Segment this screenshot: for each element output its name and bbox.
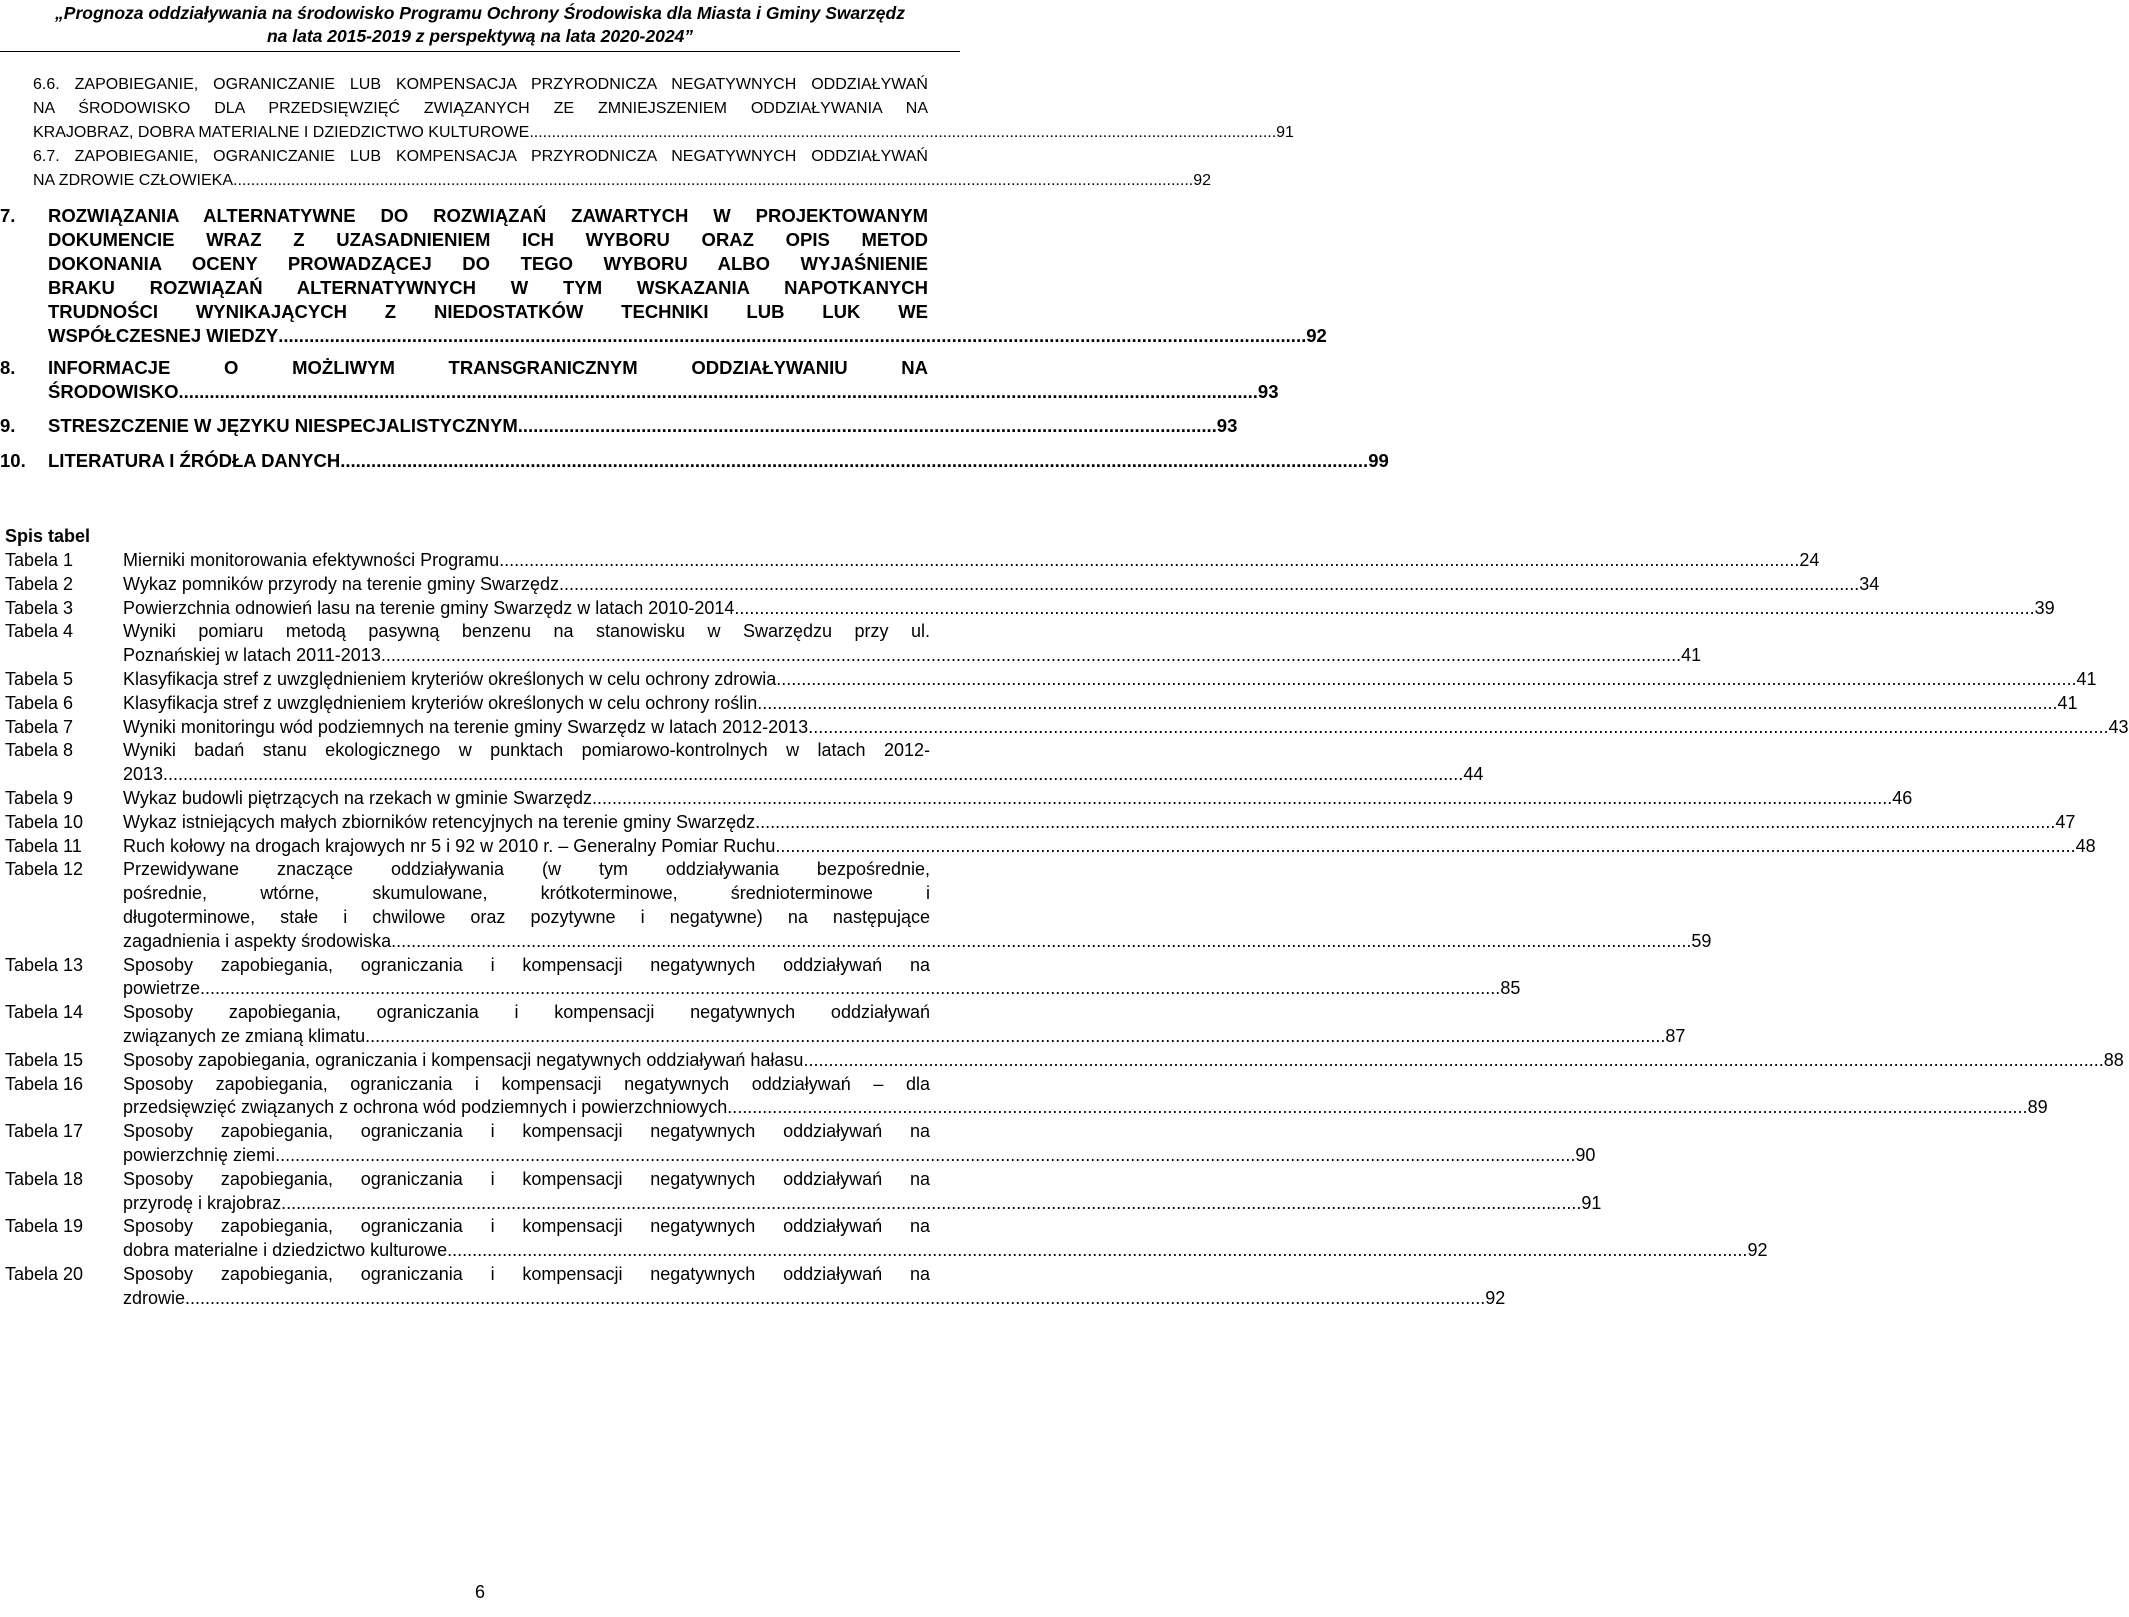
caption-line: przyrodę i krajobraz: [123, 1192, 282, 1213]
table-label: Tabela 14: [5, 1002, 84, 1023]
table-list-item[interactable]: [5, 1049, 2124, 1073]
leader-dots: ....................................................................................................................................................................................................................................................................: [755, 811, 2056, 832]
table-label: Tabela 12: [5, 859, 84, 880]
table-label: Tabela 18: [5, 1168, 84, 1189]
table-label: Tabela 3: [5, 597, 74, 618]
table-caption: [123, 811, 2076, 835]
caption-line: Klasyfikacja stref z uwzględnieniem kryteriów określonych w celu ochrony roślin: [123, 692, 758, 713]
leader-dots: ....................................................................................................................................................................................................................................................................: [727, 1097, 2028, 1118]
table-page: 88: [2103, 1049, 2124, 1070]
table-page: 90: [1575, 1144, 1596, 1165]
toc-number: 8.: [0, 357, 16, 378]
table-caption: [123, 739, 1484, 787]
toc-entry-10[interactable]: [0, 449, 1389, 473]
running-header: [0, 2, 960, 48]
toc-line: TRUDNOŚCI WYNIKAJĄCYCH Z NIEDOSTATKÓW TECHNIKI LUB LUK WE: [48, 301, 928, 322]
caption-line: Sposoby zapobiegania, ograniczania i kompensacji negatywnych oddziaływań na: [123, 1263, 930, 1284]
table-list-item[interactable]: [5, 597, 2055, 621]
toc-line: BRAKU ROZWIĄZAŃ ALTERNATYWNYCH W TYM WSKAZANIA NAPOTKANYCH: [48, 277, 928, 298]
table-list-item[interactable]: [5, 1263, 1506, 1311]
caption-line: dobra materialne i dziedzictwo kulturowe: [123, 1240, 448, 1261]
toc-number: 10.: [0, 450, 26, 471]
caption-line: Sposoby zapobiegania, ograniczania i kompensacji negatywnych oddziaływań hałasu: [123, 1049, 804, 1070]
table-label: Tabela 11: [5, 835, 82, 856]
leader-dots: ........................................................................................................................................................................: [529, 124, 1277, 141]
caption-line: Wyniki pomiaru metodą pasywną benzenu na stanowisku w Swarzędzu przy ul.: [123, 621, 930, 642]
toc-page: 99: [1368, 450, 1389, 471]
table-page: 44: [1463, 764, 1484, 785]
toc-line: KRAJOBRAZ, DOBRA MATERIALNE I DZIEDZICTWO KULTUROWE: [33, 124, 530, 141]
toc-line: LITERATURA I ŹRÓDŁA DANYCH: [48, 450, 341, 471]
toc-line: NA ŚRODOWISKO DLA PRZEDSIĘWZIĘĆ ZWIĄZANYCH ZE ZMNIEJSZENIEM ODDZIAŁYWANIA NA: [33, 100, 928, 117]
caption-line: przedsięwzięć związanych z ochrona wód podziemnych i powierzchniowych: [123, 1097, 728, 1118]
page-number: 6: [474, 1582, 485, 1602]
table-page: 24: [1799, 550, 1820, 570]
table-label: Tabela 19: [5, 1216, 84, 1237]
caption-line: Sposoby zapobiegania, ograniczania i kompensacji negatywnych oddziaływań – dla: [123, 1073, 930, 1094]
toc-page: 93: [1257, 381, 1279, 402]
table-caption: [123, 692, 2078, 716]
table-caption: [123, 1168, 1602, 1216]
leader-dots: ....................................................................................................................................................................................................................................................................: [803, 1049, 2104, 1070]
table-list-item[interactable]: [5, 668, 2097, 692]
toc-line: NA ZDROWIE CZŁOWIEKA: [33, 172, 234, 189]
leader-dots: ....................................................................................................................................................................................................................................................................: [499, 550, 1800, 570]
leader-dots: ....................................................................................................................................................................................................................................................................: [808, 716, 2109, 737]
caption-line: zdrowie: [123, 1287, 186, 1308]
table-list-item[interactable]: [5, 573, 1880, 597]
leader-dots: ....................................................................................................................................................................................................................................................................: [775, 835, 2076, 856]
caption-line: Wyniki badań stanu ekologicznego w punktach pomiarowo-kontrolnych w latach 2012-: [123, 740, 930, 761]
caption-line: Klasyfikacja stref z uwzględnieniem kryteriów określonych w celu ochrony zdrowia: [123, 668, 777, 689]
toc-number: 9.: [0, 415, 16, 436]
table-list-item[interactable]: [5, 739, 1484, 787]
toc-line: DOKONANIA OCENY PROWADZĄCEJ DO TEGO WYBORU ALBO WYJAŚNIENIE: [48, 253, 928, 274]
table-label: Tabela 2: [5, 573, 74, 594]
caption-line: Przewidywane znaczące oddziaływania (w tym oddziaływania bezpośrednie,: [123, 859, 930, 880]
table-list-item[interactable]: [5, 692, 2078, 716]
caption-line: długoterminowe, stałe i chwilowe oraz pozytywne i negatywne) na następujące: [123, 906, 930, 927]
table-caption: [123, 597, 2055, 621]
leader-dots: ....................................................................................................................................................................................................................................................................: [447, 1240, 1748, 1261]
header-rule: [0, 51, 960, 52]
leader-dots: ..................................................................................................................................................................................................................: [178, 381, 1258, 402]
table-label: Tabela 16: [5, 1073, 84, 1094]
toc-line: INFORMACJE O MOŻLIWYM TRANSGRANICZNYM ODDZIAŁYWANIU NA: [48, 357, 928, 378]
leader-dots: ....................................................................................................................................................................................................................................................................: [185, 1287, 1486, 1308]
table-page: 34: [1859, 573, 1880, 594]
table-page: 91: [1581, 1192, 1602, 1213]
leader-dots: ....................................................................................................................................................................................................................................................................: [592, 787, 1893, 808]
caption-line: powierzchnię ziemi: [123, 1144, 276, 1165]
table-list-item[interactable]: [5, 620, 1702, 668]
caption-line: związanych ze zmianą klimatu: [123, 1025, 366, 1046]
table-label: Tabela 17: [5, 1121, 84, 1142]
table-page: 41: [2076, 668, 2097, 689]
table-caption: [123, 620, 1702, 668]
table-page: 39: [2034, 597, 2055, 618]
table-page: 41: [2057, 692, 2078, 713]
leader-dots: ........................................................................................................................................................................................................................: [233, 172, 1194, 189]
toc-line: DOKUMENCIE WRAZ Z UZASADNIENIEM ICH WYBORU ORAZ OPIS METOD: [48, 229, 928, 250]
toc-page: 93: [1216, 415, 1238, 436]
table-caption: [123, 835, 2096, 859]
caption-line: 2013: [123, 764, 164, 785]
table-label: Tabela 8: [5, 740, 74, 761]
toc-page: 92: [1306, 325, 1327, 346]
leader-dots: ........................................................................................................................................: [517, 415, 1217, 436]
table-caption: [123, 787, 1913, 811]
table-page: 92: [1485, 1287, 1506, 1308]
table-list-item[interactable]: [5, 549, 1820, 573]
table-list-item[interactable]: [5, 1120, 1596, 1168]
toc-entry-7[interactable]: [0, 204, 1327, 348]
table-label: Tabela 9: [5, 787, 74, 808]
table-page: 87: [1665, 1025, 1686, 1046]
table-caption: [123, 1120, 1596, 1168]
table-label: Tabela 7: [5, 716, 74, 737]
leader-dots: ....................................................................................................................................................................................................................................................................: [734, 597, 2035, 618]
toc-entry-9[interactable]: [0, 414, 1238, 438]
leader-dots: ....................................................................................................................................................................................................................................................................: [365, 1025, 1666, 1046]
table-caption: [123, 716, 2129, 740]
toc-number: 7.: [0, 205, 16, 226]
caption-line: zagadnienia i aspekty środowiska: [123, 930, 392, 951]
toc-line: ZAPOBIEGANIE, OGRANICZANIE LUB KOMPENSACJA PRZYRODNICZA NEGATYWNYCH ODDZIAŁYWAŃ: [74, 148, 928, 165]
table-label: Tabela 1: [5, 550, 74, 570]
leader-dots: ....................................................................................................................................................................................................................................................................: [163, 764, 1464, 785]
caption-line: powietrze: [123, 978, 201, 999]
leader-dots: ....................................................................................................................................................................................................................................................................: [281, 1192, 1582, 1213]
table-label: Tabela 13: [5, 954, 84, 975]
table-page: 47: [2055, 811, 2076, 832]
table-label: Tabela 20: [5, 1263, 84, 1284]
table-list-item[interactable]: [5, 954, 1521, 1002]
table-list-item[interactable]: [5, 1215, 1768, 1263]
caption-line: Mierniki monitorowania efektywności Programu: [123, 550, 500, 570]
table-page: 59: [1691, 930, 1712, 951]
table-page: 48: [2075, 835, 2096, 856]
caption-line: Powierzchnia odnowień lasu na terenie gminy Swarzędz w latach 2010-2014: [123, 597, 735, 618]
table-caption: [123, 858, 1712, 953]
caption-line: Poznańskiej w latach 2011-2013: [123, 645, 381, 666]
caption-line: pośrednie, wtórne, skumulowane, krótkoterminowe, średnioterminowe i: [123, 883, 930, 904]
table-list-item[interactable]: [5, 1168, 1602, 1216]
leader-dots: ....................................................................................................................................................................................................................................................................: [757, 692, 2058, 713]
table-label: Tabela 4: [5, 621, 74, 642]
caption-line: Wyniki monitoringu wód podziemnych na terenie gminy Swarzędz w latach 2012-2013: [123, 716, 809, 737]
table-caption: [123, 1001, 1686, 1049]
toc-page: 92: [1193, 172, 1211, 189]
table-label: Tabela 15: [5, 1049, 84, 1070]
toc-entry-8[interactable]: [0, 356, 1279, 404]
table-list-item[interactable]: [5, 787, 1913, 811]
caption-line: Sposoby zapobiegania, ograniczania i kompensacji negatywnych oddziaływań na: [123, 1121, 930, 1142]
table-page: 41: [1681, 645, 1702, 666]
leader-dots: ....................................................................................................................................................................................................................................................................: [275, 1144, 1576, 1165]
table-list-item[interactable]: [5, 835, 2096, 859]
table-label: Tabela 10: [5, 811, 84, 832]
toc-page: 91: [1276, 124, 1294, 141]
table-list-item[interactable]: [5, 716, 2129, 740]
toc-entry-6-7[interactable]: [33, 145, 1211, 193]
caption-line: Wykaz istniejących małych zbiorników retencyjnych na terenie gminy Swarzędz: [123, 811, 756, 832]
toc-number: 6.6.: [33, 76, 60, 93]
table-caption: [123, 668, 2097, 692]
list-of-tables: [5, 549, 2129, 1311]
leader-dots: ........................................................................................................................................................................................................: [340, 450, 1369, 471]
caption-line: Sposoby zapobiegania, ograniczania i kompensacji negatywnych oddziaływań na: [123, 1168, 930, 1189]
caption-line: Sposoby zapobiegania, ograniczania i kompensacji negatywnych oddziaływań: [123, 1002, 930, 1023]
table-list-item[interactable]: [5, 1001, 1686, 1049]
table-label: Tabela 5: [5, 668, 74, 689]
leader-dots: ....................................................................................................................................................................................................................................................................: [200, 978, 1501, 999]
table-page: 89: [2027, 1097, 2048, 1118]
table-list-item[interactable]: [5, 858, 1712, 953]
leader-dots: ....................................................................................................................................................................................................................................................................: [776, 668, 2077, 689]
table-page: 43: [2108, 716, 2129, 737]
table-page: 46: [1892, 787, 1913, 808]
table-page: 85: [1500, 978, 1521, 999]
leader-dots: ........................................................................................................................................................................................................: [278, 325, 1307, 346]
caption-line: Ruch kołowy na drogach krajowych nr 5 i 92 w 2010 r. – Generalny Pomiar Ruchu: [123, 835, 776, 856]
table-caption: [123, 1073, 2048, 1121]
table-caption: [123, 573, 1880, 597]
table-caption: [123, 954, 1521, 1002]
caption-line: Sposoby zapobiegania, ograniczania i kompensacji negatywnych oddziaływań na: [123, 954, 930, 975]
leader-dots: ....................................................................................................................................................................................................................................................................: [559, 573, 1860, 594]
toc-number: 6.7.: [33, 148, 60, 165]
caption-line: Wykaz pomników przyrody na terenie gminy Swarzędz: [123, 573, 560, 594]
table-caption: [123, 1215, 1768, 1263]
toc-line: ZAPOBIEGANIE, OGRANICZANIE LUB KOMPENSACJA PRZYRODNICZA NEGATYWNYCH ODDZIAŁYWAŃ: [74, 76, 928, 93]
toc-line: ŚRODOWISKO: [48, 381, 179, 402]
table-page: 92: [1747, 1240, 1768, 1261]
table-list-item[interactable]: [5, 1073, 2048, 1121]
table-label: Tabela 6: [5, 692, 74, 713]
list-of-tables-title: Spis tabel: [5, 526, 91, 546]
table-list-item[interactable]: [5, 811, 2076, 835]
table-caption: [123, 1263, 1506, 1311]
caption-line: Sposoby zapobiegania, ograniczania i kompensacji negatywnych oddziaływań na: [123, 1216, 930, 1237]
header-line-2: na lata 2015-2019 z perspektywą na lata 2020-2024”: [266, 26, 694, 46]
table-caption: [123, 1049, 2124, 1073]
header-line-1: „Prognoza oddziaływania na środowisko Programu Ochrony Środowiska dla Miasta i Gminy Swarzędz: [55, 3, 905, 23]
toc-line: STRESZCZENIE W JĘZYKU NIESPECJALISTYCZNYM: [48, 415, 518, 436]
caption-line: Wykaz budowli piętrzących na rzekach w gminie Swarzędz: [123, 787, 593, 808]
table-caption: [123, 549, 1820, 573]
toc-line: WSPÓŁCZESNEJ WIEDZY: [48, 325, 279, 346]
toc-entry-6-6[interactable]: [33, 73, 1294, 145]
leader-dots: ....................................................................................................................................................................................................................................................................: [380, 645, 1682, 666]
leader-dots: ....................................................................................................................................................................................................................................................................: [391, 930, 1692, 951]
toc-line: ROZWIĄZANIA ALTERNATYWNE DO ROZWIĄZAŃ ZAWARTYCH W PROJEKTOWANYM: [48, 205, 928, 226]
